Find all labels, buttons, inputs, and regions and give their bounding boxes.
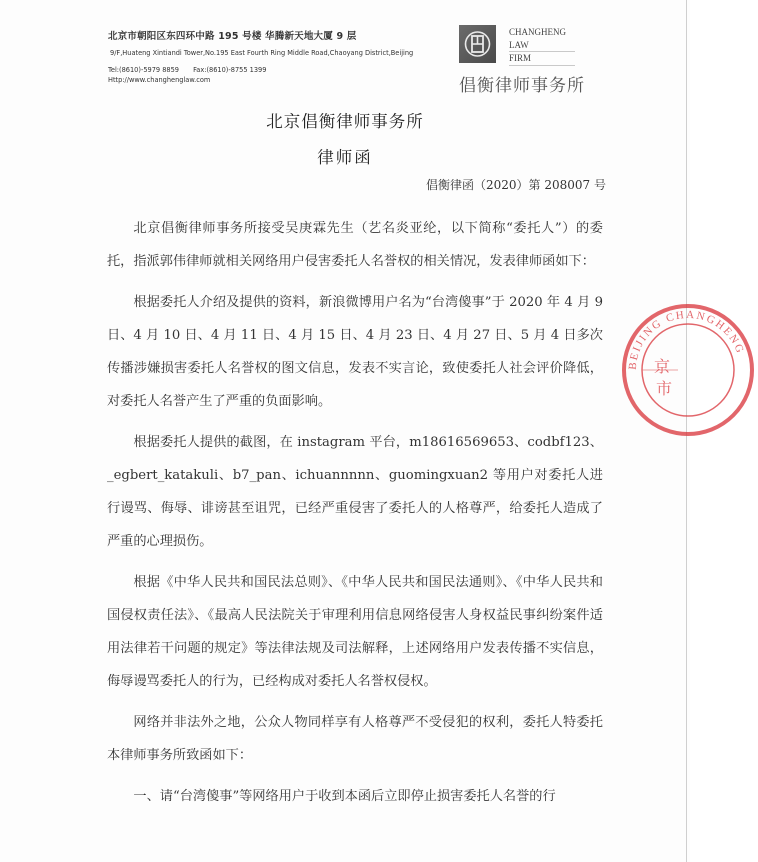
body-paragraph: 根据委托人提供的截图，在 instagram 平台，m18616569653、codbf123、_egbert_katakuli、b7_pan、ichuannnnn、guomingxuan2 等用户对委托人进行谩骂、侮辱、诽谤甚至诅咒，已经严重侵害了委托人的人格尊严，给委托人造成了严重的心理损伤。 — [107, 435, 603, 549]
reference-number: 倡衡律函（2020）第 208007 号 — [426, 178, 606, 192]
svg-text:市: 市 — [656, 379, 673, 398]
logo-line-1: CHANGHENG — [509, 27, 566, 37]
website-link[interactable]: Http://www.changhenglaw.com — [108, 76, 211, 84]
contact-line — [108, 66, 413, 74]
seal-text: BEIJING CHANGHENG — [626, 308, 747, 371]
logo-english-name — [509, 26, 575, 66]
body-paragraph: 根据《中华人民共和国民法总则》、《中华人民共和国民法通则》、《中华人民共和国侵权责任法》、《最高人民法院关于审理利用信息网络侵害人身权益民事纠纷案件适用法律若干问题的规定》等法律法规及司法解释，上述网络用户发表传播不实信息，侮辱谩骂委托人的行为，已经构成对委托人名誉权侵权。 — [107, 575, 603, 689]
svg-text:京: 京 — [654, 357, 671, 376]
telephone: Tel:(8610)-5979 8859 — [108, 66, 179, 74]
logo-line-2: LAW — [509, 39, 575, 53]
address-english: 9/F,Huateng Xintiandi Tower,No.195 East Fourth Ring Middle Road,Chaoyang District,Beijing — [110, 49, 414, 57]
changheng-logo-icon — [459, 25, 496, 63]
body-paragraph: 网络并非法外之地，公众人物同样享有人格尊严不受侵犯的权利，委托人特委托本律师事务所致函如下： — [107, 715, 603, 763]
red-seal-stamp-icon — [618, 300, 758, 440]
logo-line-3: FIRM — [509, 52, 575, 66]
firm-title: 北京倡衡律师事务所 — [266, 112, 424, 131]
letterhead-address — [108, 28, 413, 84]
fax: Fax:(8610)-8755 1399 — [193, 66, 267, 74]
document-title: 律师函 — [317, 148, 373, 167]
body-paragraph: 北京倡衡律师事务所接受吴庚霖先生（艺名炎亚纶，以下简称“委托人”）的委托，指派郭伟律师就相关网络用户侵害委托人名誉权的相关情况，发表律师函如下： — [107, 221, 603, 269]
address-chinese: 北京市朝阳区东四环中路 195 号楼 华腾新天地大厦 9 层 — [108, 31, 357, 42]
body-paragraph: 一、请“台湾傻事”等网络用户于收到本函后立即停止损害委托人名誉的行 — [133, 789, 556, 804]
logo-chinese-name: 倡衡律师事务所 — [459, 76, 585, 96]
letter-body — [107, 212, 603, 821]
body-paragraph: 根据委托人介绍及提供的资料，新浪微博用户名为“台湾傻事”于 2020 年 4 月 9 日、4 月 10 日、4 月 11 日、4 月 15 日、4 月 23 日、4 月 27 日、5 月 4 日多次传播涉嫌损害委托人名誉权的图文信息，发表不实言论，致使委托人社会评价降低，对委托人名誉产生了严重的负面影响。 — [107, 295, 603, 409]
